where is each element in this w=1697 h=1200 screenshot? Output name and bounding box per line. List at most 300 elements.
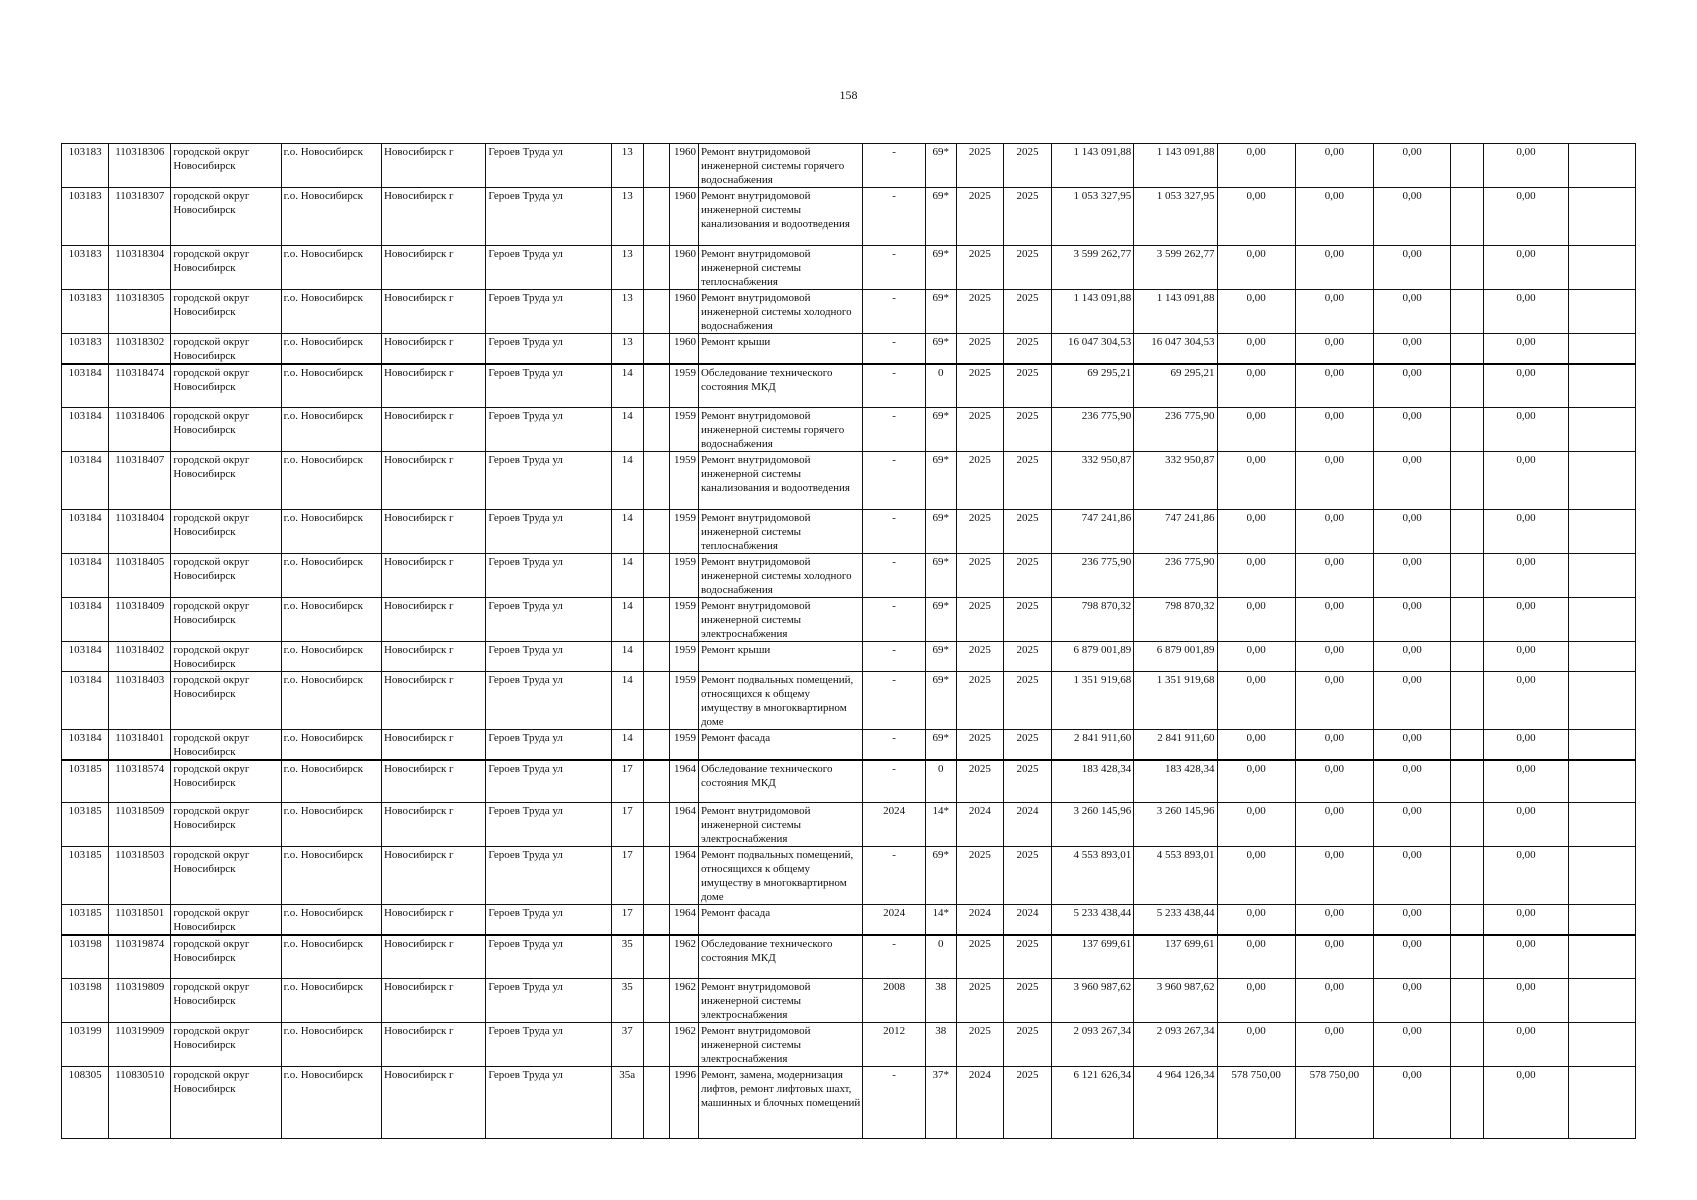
cell-funds-a: 0,00 [1217,246,1295,290]
cell-city: Новосибирск г [381,803,485,847]
cell-funds-a: 0,00 [1217,729,1295,760]
cell-plan-year-from: 2025 [956,509,1003,553]
cell-funds-a: 0,00 [1217,364,1295,407]
cell-municipality: городской округ Новосибирск [171,246,281,290]
cell-municipality: городской округ Новосибирск [171,847,281,905]
cell-plan-year-to: 2025 [1003,597,1051,641]
cell-record-id: 103183 [62,290,109,334]
cell-record-id: 103198 [62,935,109,978]
cell-funds-b: 0,00 [1295,729,1373,760]
cell-work-id: 110318306 [109,144,171,188]
cell-plan-year-from: 2025 [956,978,1003,1022]
cell-funds-a: 0,00 [1217,1022,1295,1066]
cell-funds-d: 0,00 [1484,641,1568,671]
cell-funds-b: 0,00 [1295,803,1373,847]
cell-built-year: 1959 [669,364,698,407]
cell-funds-b: 0,00 [1295,364,1373,407]
cell-funds-d: 0,00 [1484,407,1568,451]
cell-built-year: 1960 [669,144,698,188]
cell-funds-d: 0,00 [1484,847,1568,905]
cell-work-type: Ремонт внутридомовой инженерной системы электроснабжения [698,597,863,641]
cell-total-cost: 236 775,90 [1052,407,1134,451]
cell-built-year: 1959 [669,729,698,760]
cell-wear: 69* [925,553,956,597]
cell-plan-year-to: 2025 [1003,935,1051,978]
cell-street: Героев Труда ул [486,451,611,509]
cell-funds-d: 0,00 [1484,671,1568,729]
cell-funds-d: 0,00 [1484,905,1568,936]
cell-house-number: 35 [611,935,643,978]
cell-last-repair-year: - [863,641,925,671]
cell-owners-funds: 183 428,34 [1134,760,1217,803]
cell-last-repair-year: - [863,847,925,905]
cell-funds-c: 0,00 [1374,905,1451,936]
cell-owners-funds: 5 233 438,44 [1134,905,1217,936]
cell-empty [1451,978,1484,1022]
cell-empty [1568,290,1635,334]
cell-owners-funds: 3 599 262,77 [1134,246,1217,290]
cell-building [643,1022,669,1066]
cell-building [643,729,669,760]
cell-work-type: Ремонт фасада [698,729,863,760]
cell-house-number: 13 [611,144,643,188]
cell-municipality: городской округ Новосибирск [171,364,281,407]
cell-building [643,671,669,729]
cell-owners-funds: 3 260 145,96 [1134,803,1217,847]
cell-plan-year-to: 2025 [1003,364,1051,407]
cell-last-repair-year: - [863,1066,925,1138]
cell-empty [1568,905,1635,936]
cell-owners-funds: 137 699,61 [1134,935,1217,978]
cell-municipality: городской округ Новосибирск [171,290,281,334]
cell-total-cost: 5 233 438,44 [1052,905,1134,936]
cell-last-repair-year: - [863,509,925,553]
cell-street: Героев Труда ул [486,847,611,905]
cell-municipality: городской округ Новосибирск [171,188,281,246]
cell-empty [1568,334,1635,365]
cell-work-type: Ремонт внутридомовой инженерной системы холодного водоснабжения [698,553,863,597]
cell-empty [1568,364,1635,407]
cell-funds-b: 0,00 [1295,905,1373,936]
cell-funds-c: 0,00 [1374,144,1451,188]
cell-empty [1568,729,1635,760]
cell-record-id: 103183 [62,144,109,188]
cell-empty [1451,290,1484,334]
cell-district: г.о. Новосибирск [281,978,381,1022]
cell-wear: 69* [925,290,956,334]
cell-work-id: 110318474 [109,364,171,407]
cell-funds-a: 0,00 [1217,760,1295,803]
cell-funds-a: 0,00 [1217,847,1295,905]
cell-house-number: 35а [611,1066,643,1138]
cell-empty [1451,334,1484,365]
table-row [62,451,1636,509]
cell-built-year: 1996 [669,1066,698,1138]
cell-built-year: 1959 [669,451,698,509]
cell-last-repair-year: - [863,671,925,729]
cell-work-id: 110318405 [109,553,171,597]
cell-last-repair-year: - [863,144,925,188]
cell-funds-c: 0,00 [1374,1022,1451,1066]
cell-plan-year-from: 2025 [956,407,1003,451]
cell-built-year: 1959 [669,641,698,671]
cell-work-type: Ремонт внутридомовой инженерной системы канализования и водоотведения [698,451,863,509]
cell-street: Героев Труда ул [486,905,611,936]
cell-record-id: 103184 [62,451,109,509]
cell-total-cost: 332 950,87 [1052,451,1134,509]
cell-record-id: 103183 [62,188,109,246]
cell-plan-year-from: 2025 [956,641,1003,671]
cell-work-type: Ремонт внутридомовой инженерной системы электроснабжения [698,1022,863,1066]
cell-total-cost: 1 143 091,88 [1052,144,1134,188]
cell-work-type: Ремонт подвальных помещений, относящихся к общему имуществу в многоквартирном доме [698,847,863,905]
cell-funds-d: 0,00 [1484,334,1568,365]
table-body [62,144,1636,1139]
cell-plan-year-from: 2025 [956,144,1003,188]
cell-record-id: 103198 [62,978,109,1022]
cell-wear: 14* [925,803,956,847]
cell-work-id: 110318406 [109,407,171,451]
cell-street: Героев Труда ул [486,760,611,803]
cell-total-cost: 16 047 304,53 [1052,334,1134,365]
cell-total-cost: 2 841 911,60 [1052,729,1134,760]
cell-owners-funds: 798 870,32 [1134,597,1217,641]
cell-plan-year-from: 2025 [956,1022,1003,1066]
cell-house-number: 17 [611,760,643,803]
cell-last-repair-year: - [863,451,925,509]
cell-funds-c: 0,00 [1374,509,1451,553]
cell-work-id: 110318503 [109,847,171,905]
cell-house-number: 13 [611,334,643,365]
cell-work-type: Ремонт внутридомовой инженерной системы канализования и водоотведения [698,188,863,246]
cell-plan-year-from: 2025 [956,334,1003,365]
cell-funds-c: 0,00 [1374,760,1451,803]
cell-funds-a: 0,00 [1217,553,1295,597]
cell-plan-year-to: 2025 [1003,671,1051,729]
cell-street: Героев Труда ул [486,597,611,641]
cell-funds-c: 0,00 [1374,935,1451,978]
cell-total-cost: 2 093 267,34 [1052,1022,1134,1066]
cell-funds-a: 0,00 [1217,935,1295,978]
cell-funds-b: 0,00 [1295,553,1373,597]
cell-empty [1451,1066,1484,1138]
cell-building [643,334,669,365]
cell-funds-a: 0,00 [1217,144,1295,188]
cell-funds-d: 0,00 [1484,290,1568,334]
cell-empty [1568,760,1635,803]
cell-district: г.о. Новосибирск [281,803,381,847]
cell-plan-year-to: 2024 [1003,905,1051,936]
cell-street: Героев Труда ул [486,290,611,334]
cell-municipality: городской округ Новосибирск [171,935,281,978]
cell-empty [1568,553,1635,597]
cell-district: г.о. Новосибирск [281,553,381,597]
cell-funds-d: 0,00 [1484,1066,1568,1138]
cell-district: г.о. Новосибирск [281,729,381,760]
cell-empty [1568,978,1635,1022]
cell-last-repair-year: - [863,935,925,978]
cell-plan-year-from: 2024 [956,1066,1003,1138]
cell-district: г.о. Новосибирск [281,290,381,334]
cell-plan-year-to: 2025 [1003,978,1051,1022]
cell-funds-c: 0,00 [1374,597,1451,641]
cell-last-repair-year: 2012 [863,1022,925,1066]
cell-work-id: 110318509 [109,803,171,847]
cell-built-year: 1962 [669,978,698,1022]
cell-wear: 38 [925,978,956,1022]
cell-owners-funds: 1 053 327,95 [1134,188,1217,246]
cell-municipality: городской округ Новосибирск [171,144,281,188]
cell-street: Героев Труда ул [486,935,611,978]
cell-municipality: городской округ Новосибирск [171,509,281,553]
cell-municipality: городской округ Новосибирск [171,1022,281,1066]
table-row [62,334,1636,365]
cell-work-type: Ремонт внутридомовой инженерной системы горячего водоснабжения [698,144,863,188]
cell-built-year: 1962 [669,935,698,978]
cell-work-id: 110318304 [109,246,171,290]
cell-empty [1568,1022,1635,1066]
cell-wear: 69* [925,671,956,729]
cell-owners-funds: 1 143 091,88 [1134,290,1217,334]
cell-funds-c: 0,00 [1374,978,1451,1022]
cell-empty [1451,671,1484,729]
cell-built-year: 1959 [669,671,698,729]
cell-empty [1451,641,1484,671]
cell-built-year: 1960 [669,246,698,290]
table-row [62,509,1636,553]
cell-funds-b: 0,00 [1295,978,1373,1022]
cell-wear: 37* [925,1066,956,1138]
cell-plan-year-from: 2025 [956,364,1003,407]
cell-total-cost: 4 553 893,01 [1052,847,1134,905]
cell-funds-a: 0,00 [1217,641,1295,671]
cell-built-year: 1962 [669,1022,698,1066]
cell-owners-funds: 236 775,90 [1134,407,1217,451]
cell-built-year: 1960 [669,188,698,246]
cell-funds-b: 0,00 [1295,597,1373,641]
cell-work-id: 110318409 [109,597,171,641]
cell-empty [1568,641,1635,671]
cell-street: Героев Труда ул [486,1066,611,1138]
cell-funds-b: 0,00 [1295,290,1373,334]
cell-total-cost: 747 241,86 [1052,509,1134,553]
cell-wear: 69* [925,847,956,905]
cell-house-number: 13 [611,246,643,290]
cell-record-id: 103185 [62,760,109,803]
cell-work-type: Обследование технического состояния МКД [698,935,863,978]
cell-plan-year-from: 2025 [956,671,1003,729]
cell-district: г.о. Новосибирск [281,935,381,978]
cell-funds-b: 0,00 [1295,509,1373,553]
cell-work-type: Ремонт внутридомовой инженерной системы электроснабжения [698,803,863,847]
cell-owners-funds: 69 295,21 [1134,364,1217,407]
page-number: 158 [839,88,858,102]
cell-owners-funds: 747 241,86 [1134,509,1217,553]
cell-plan-year-to: 2025 [1003,246,1051,290]
cell-funds-b: 0,00 [1295,847,1373,905]
table-row [62,803,1636,847]
cell-district: г.о. Новосибирск [281,188,381,246]
cell-owners-funds: 1 143 091,88 [1134,144,1217,188]
cell-building [643,364,669,407]
cell-work-id: 110318402 [109,641,171,671]
cell-work-id: 110318404 [109,509,171,553]
cell-work-type: Ремонт фасада [698,905,863,936]
cell-last-repair-year: - [863,553,925,597]
cell-empty [1451,847,1484,905]
cell-municipality: городской округ Новосибирск [171,407,281,451]
cell-empty [1568,246,1635,290]
cell-funds-a: 0,00 [1217,597,1295,641]
cell-plan-year-to: 2025 [1003,407,1051,451]
cell-municipality: городской округ Новосибирск [171,671,281,729]
cell-wear: 69* [925,407,956,451]
cell-built-year: 1964 [669,847,698,905]
cell-funds-d: 0,00 [1484,1022,1568,1066]
cell-building [643,290,669,334]
cell-building [643,553,669,597]
cell-work-type: Ремонт внутридомовой инженерной системы теплоснабжения [698,246,863,290]
cell-city: Новосибирск г [381,978,485,1022]
cell-street: Героев Труда ул [486,729,611,760]
cell-work-id: 110319809 [109,978,171,1022]
cell-funds-a: 0,00 [1217,407,1295,451]
table-row [62,671,1636,729]
cell-wear: 69* [925,451,956,509]
cell-city: Новосибирск г [381,553,485,597]
cell-owners-funds: 2 841 911,60 [1134,729,1217,760]
cell-plan-year-to: 2025 [1003,451,1051,509]
cell-district: г.о. Новосибирск [281,641,381,671]
cell-city: Новосибирск г [381,1022,485,1066]
cell-funds-b: 0,00 [1295,188,1373,246]
cell-house-number: 17 [611,905,643,936]
table-row [62,847,1636,905]
cell-funds-d: 0,00 [1484,978,1568,1022]
cell-last-repair-year: 2024 [863,905,925,936]
cell-street: Героев Труда ул [486,803,611,847]
cell-built-year: 1959 [669,597,698,641]
cell-plan-year-to: 2025 [1003,188,1051,246]
cell-work-id: 110318302 [109,334,171,365]
cell-funds-c: 0,00 [1374,407,1451,451]
cell-funds-c: 0,00 [1374,641,1451,671]
cell-work-id: 110318403 [109,671,171,729]
cell-plan-year-to: 2024 [1003,803,1051,847]
cell-house-number: 14 [611,451,643,509]
cell-work-type: Обследование технического состояния МКД [698,364,863,407]
cell-house-number: 14 [611,671,643,729]
cell-house-number: 13 [611,188,643,246]
cell-city: Новосибирск г [381,188,485,246]
cell-funds-a: 0,00 [1217,509,1295,553]
cell-work-id: 110318407 [109,451,171,509]
cell-funds-b: 578 750,00 [1295,1066,1373,1138]
cell-building [643,760,669,803]
cell-work-type: Ремонт внутридомовой инженерной системы электроснабжения [698,978,863,1022]
cell-wear: 69* [925,641,956,671]
cell-municipality: городской округ Новосибирск [171,451,281,509]
cell-record-id: 103183 [62,334,109,365]
cell-plan-year-to: 2025 [1003,760,1051,803]
cell-last-repair-year: - [863,364,925,407]
table-row [62,144,1636,188]
cell-plan-year-to: 2025 [1003,1066,1051,1138]
cell-plan-year-to: 2025 [1003,144,1051,188]
cell-empty [1451,553,1484,597]
cell-last-repair-year: - [863,597,925,641]
cell-work-id: 110318401 [109,729,171,760]
capital-repair-table [61,143,1636,1139]
cell-record-id: 103185 [62,803,109,847]
cell-building [643,978,669,1022]
cell-built-year: 1964 [669,905,698,936]
cell-street: Героев Труда ул [486,364,611,407]
cell-municipality: городской округ Новосибирск [171,597,281,641]
cell-funds-d: 0,00 [1484,364,1568,407]
cell-funds-b: 0,00 [1295,641,1373,671]
cell-last-repair-year: - [863,188,925,246]
cell-house-number: 14 [611,597,643,641]
cell-street: Героев Труда ул [486,1022,611,1066]
cell-empty [1451,760,1484,803]
cell-record-id: 108305 [62,1066,109,1138]
cell-plan-year-to: 2025 [1003,553,1051,597]
cell-funds-c: 0,00 [1374,803,1451,847]
cell-building [643,597,669,641]
cell-plan-year-from: 2025 [956,553,1003,597]
cell-building [643,847,669,905]
cell-funds-a: 0,00 [1217,905,1295,936]
cell-record-id: 103184 [62,729,109,760]
table-row [62,641,1636,671]
cell-record-id: 103185 [62,847,109,905]
cell-empty [1451,451,1484,509]
cell-wear: 69* [925,729,956,760]
cell-house-number: 14 [611,641,643,671]
cell-plan-year-from: 2025 [956,847,1003,905]
cell-total-cost: 6 879 001,89 [1052,641,1134,671]
cell-district: г.о. Новосибирск [281,246,381,290]
cell-wear: 0 [925,935,956,978]
cell-city: Новосибирск г [381,246,485,290]
cell-building [643,1066,669,1138]
cell-last-repair-year: - [863,760,925,803]
cell-funds-a: 0,00 [1217,671,1295,729]
cell-empty [1451,509,1484,553]
cell-wear: 69* [925,334,956,365]
cell-empty [1451,597,1484,641]
cell-total-cost: 1 351 919,68 [1052,671,1134,729]
cell-municipality: городской округ Новосибирск [171,905,281,936]
cell-last-repair-year: - [863,407,925,451]
cell-funds-b: 0,00 [1295,334,1373,365]
cell-district: г.о. Новосибирск [281,1066,381,1138]
cell-plan-year-from: 2025 [956,760,1003,803]
cell-district: г.о. Новосибирск [281,334,381,365]
cell-funds-b: 0,00 [1295,935,1373,978]
cell-empty [1568,1066,1635,1138]
cell-work-type: Ремонт подвальных помещений, относящихся к общему имуществу в многоквартирном доме [698,671,863,729]
cell-empty [1568,407,1635,451]
table-row [62,1066,1636,1138]
cell-wear: 0 [925,364,956,407]
cell-city: Новосибирск г [381,334,485,365]
cell-district: г.о. Новосибирск [281,760,381,803]
cell-last-repair-year: - [863,246,925,290]
cell-built-year: 1959 [669,407,698,451]
cell-work-type: Ремонт внутридомовой инженерной системы горячего водоснабжения [698,407,863,451]
